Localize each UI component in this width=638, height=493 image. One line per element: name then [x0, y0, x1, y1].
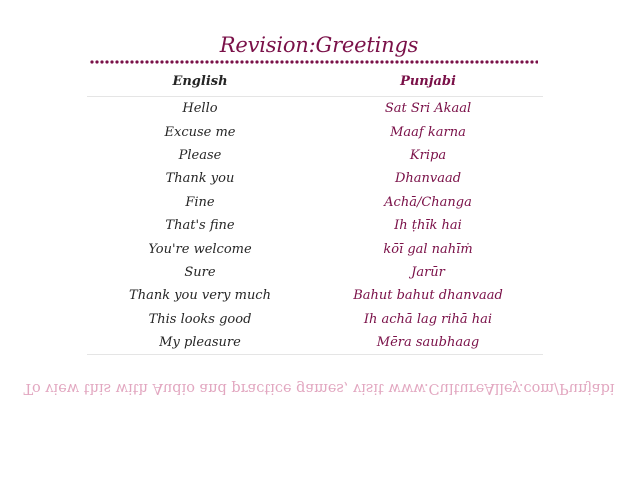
- punjabi-phrase: Mēra saubhaag: [313, 331, 543, 355]
- footer-mirrored-link-text: To view this with Audio and practice games, visit www.CultureAlley.com/Punjabi: [23, 380, 615, 396]
- page-title: Revision:Greetings: [219, 33, 419, 57]
- punjabi-phrase: Maaf karna: [390, 124, 466, 140]
- english-phrase: Hello: [182, 101, 218, 117]
- english-phrase: My pleasure: [87, 331, 313, 355]
- english-phrase: Thank you: [165, 171, 235, 187]
- table-row: [87, 97, 543, 121]
- punjabi-phrase: Bahut bahut dhanvaad: [353, 288, 503, 304]
- english-phrase: Fine: [185, 194, 215, 210]
- dotted-divider: [90, 58, 538, 66]
- vocabulary-table: [87, 66, 543, 355]
- table-row: [87, 308, 543, 331]
- english-phrase: Sure: [184, 264, 216, 280]
- english-phrase: You're welcome: [148, 241, 252, 257]
- english-phrase: This looks good: [148, 311, 252, 327]
- table-row: [87, 331, 543, 355]
- table-row: [87, 237, 543, 260]
- table-row: [87, 191, 543, 214]
- column-header-punjabi: Punjabi: [400, 73, 456, 89]
- table-row: [87, 214, 543, 237]
- column-header-english: English: [172, 73, 228, 89]
- english-phrase: Thank you very much: [129, 288, 271, 304]
- table-body: [87, 97, 543, 355]
- table-header-row: [87, 66, 543, 97]
- punjabi-phrase: Sat Sri Akaal: [384, 101, 472, 117]
- punjabi-phrase: Kripa: [409, 147, 447, 163]
- table-row: [87, 120, 543, 143]
- punjabi-phrase: Ih ṭhīk hai: [394, 218, 462, 234]
- punjabi-phrase: Ih achā lag rihā hai: [363, 311, 493, 327]
- table-row: [87, 284, 543, 307]
- punjabi-phrase: Achā/Changa: [384, 194, 472, 210]
- english-phrase: Please: [178, 147, 222, 163]
- punjabi-phrase: Dhanvaad: [394, 171, 462, 187]
- english-phrase: Excuse me: [164, 124, 236, 140]
- table-row: [87, 261, 543, 284]
- punjabi-phrase: Jarūr: [411, 264, 445, 280]
- punjabi-phrase: kōī gal nahīṁ: [383, 241, 473, 257]
- table-row: [87, 144, 543, 167]
- english-phrase: That's fine: [165, 218, 235, 234]
- table-row: [87, 167, 543, 190]
